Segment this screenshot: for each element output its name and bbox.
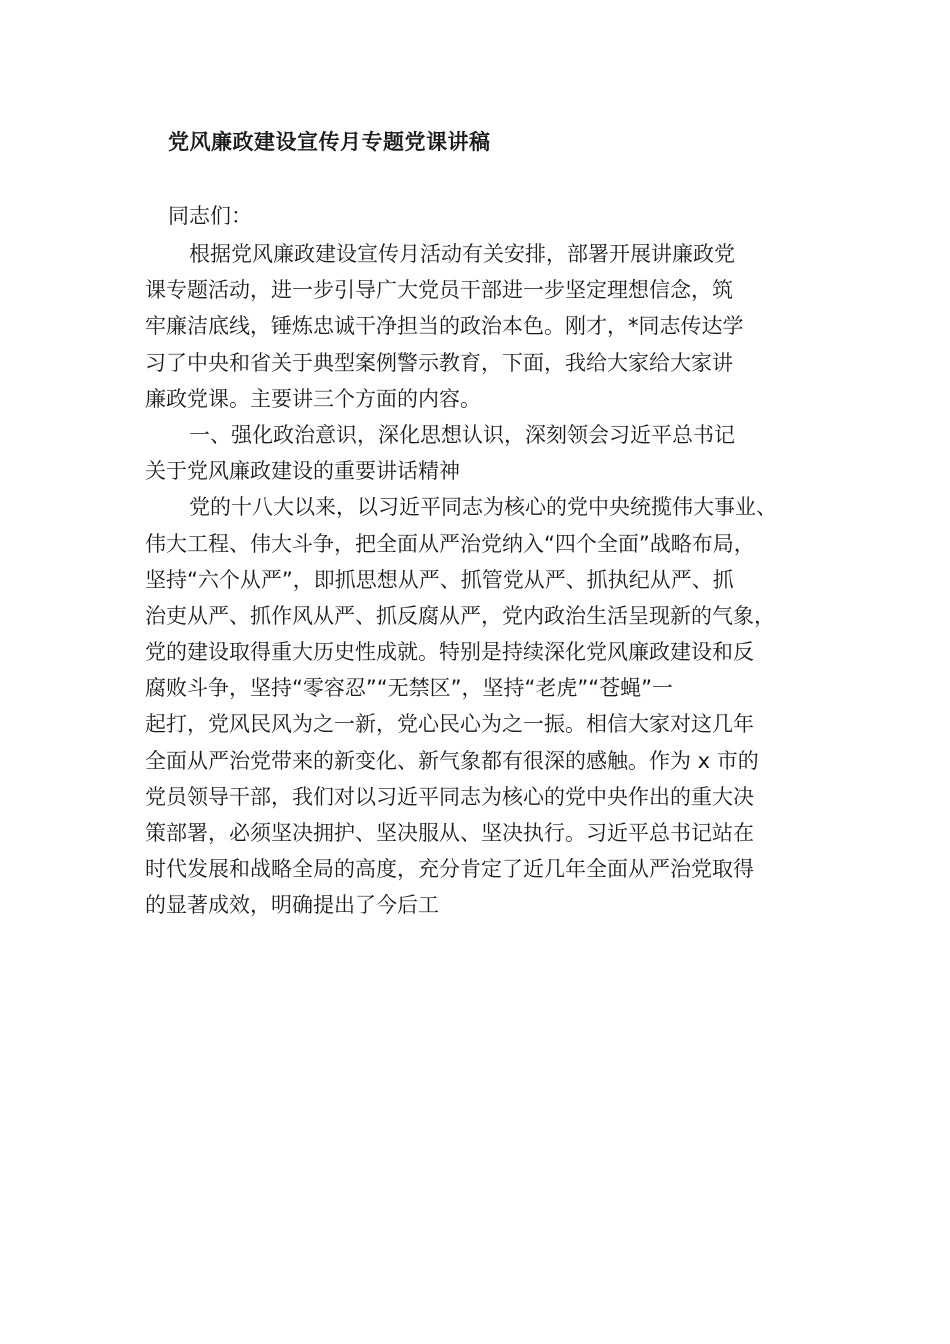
paragraph-line: 时代发展和战略全局的高度，充分肯定了近几年全面从严治党取得 <box>145 857 754 882</box>
document-body <box>145 236 845 924</box>
paragraph-line: 全面从严治党带来的新变化、新气象都有很深的感触。作为 x 市的 <box>145 748 759 773</box>
paragraph-line: 起打，党风民风为之一新，党心民心为之一振。相信大家对这几年 <box>145 712 754 737</box>
paragraph-line: 策部署，必须坚决拥护、坚决服从、坚决执行。习近平总书记站在 <box>145 821 754 845</box>
paragraph-line: 廉政党课。主要讲三个方面的内容。 <box>145 386 481 411</box>
section-heading-line: 关于党风廉政建设的重要讲话精神 <box>145 459 460 484</box>
paragraph-line: 根据党风廉政建设宣传月活动有关安排，部署开展讲廉政党 <box>189 242 735 266</box>
paragraph-line: 伟大工程、伟大斗争，把全面从严治党纳入“四个全面”战略布局， <box>145 531 755 556</box>
paragraph-line: 党的十八大以来，以习近平同志为核心的党中央统揽伟大事业、 <box>189 495 777 520</box>
paragraph-line: 牢廉洁底线，锤炼忠诚干净担当的政治本色。刚才，*同志传达学 <box>145 314 744 339</box>
paragraph-line: 的显著成效，明确提出了今后工 <box>145 893 439 918</box>
document-title: 党风廉政建设宣传月专题党课讲稿 <box>168 130 491 154</box>
section-heading-line: 一、强化政治意识，深化思想认识，深刻领会习近平总书记 <box>189 422 735 447</box>
salutation: 同志们： <box>168 204 252 228</box>
paragraph-line: 党员领导干部，我们对以习近平同志为核心的党中央作出的重大决 <box>145 784 754 809</box>
paragraph-line: 腐败斗争，坚持“零容忍”“无禁区”，坚持“老虎”“苍蝇”一 <box>145 676 674 701</box>
paragraph-line: 治吏从严、抓作风从严、抓反腐从严，党内政治生活呈现新的气象， <box>145 603 775 628</box>
paragraph-line: 课专题活动，进一步引导广大党员干部进一步坚定理想信念，筑 <box>145 278 733 303</box>
paragraph-line: 坚持“六个从严”，即抓思想从严、抓管党从严、抓执纪从严、抓 <box>145 567 734 592</box>
paragraph-line: 习了中央和省关于典型案例警示教育，下面，我给大家给大家讲 <box>145 350 733 375</box>
paragraph-line: 党的建设取得重大历史性成就。特别是持续深化党风廉政建设和反 <box>145 640 754 665</box>
